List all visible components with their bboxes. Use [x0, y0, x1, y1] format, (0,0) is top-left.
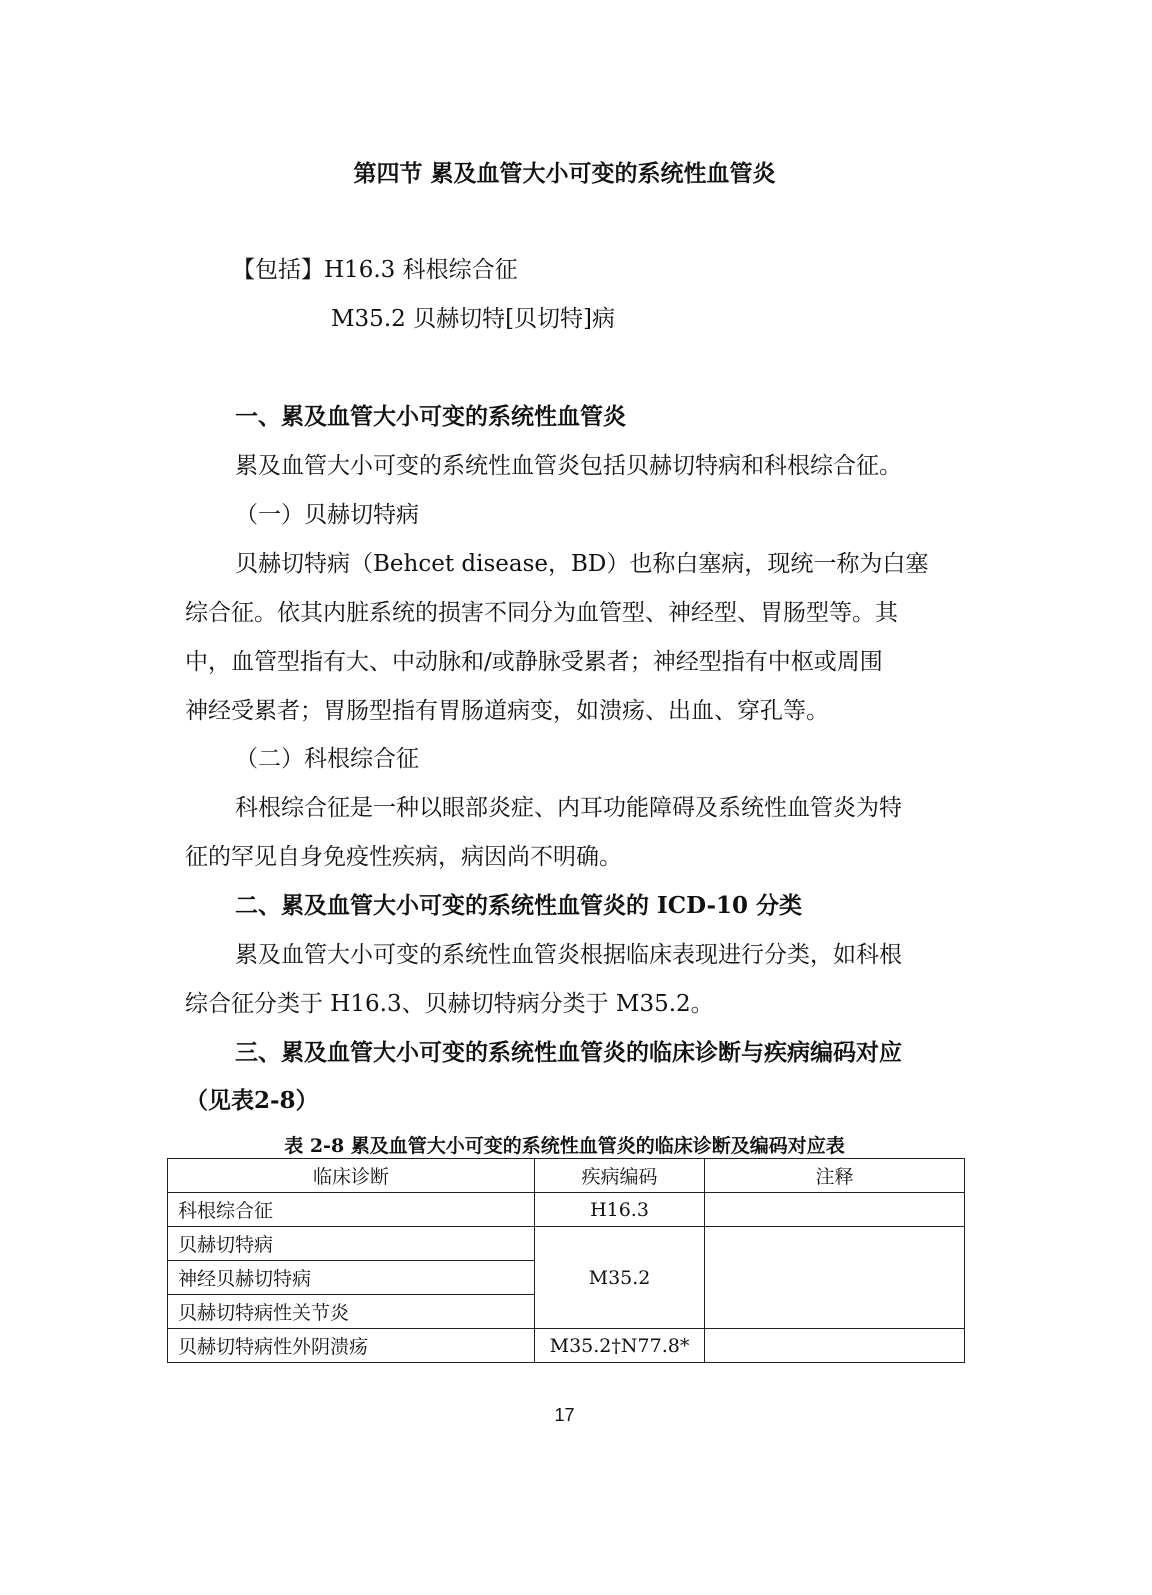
- diagnosis-cell: 神经贝赫切特病: [168, 1261, 535, 1295]
- section-title: 第四节 累及血管大小可变的系统性血管炎: [353, 160, 776, 187]
- heading-2: 二、累及血管大小可变的系统性血管炎的 ICD-10 分类: [235, 892, 803, 919]
- paragraph-2-line: 贝赫切特病（Behcet disease，BD）也称白塞病，现统一称为白塞: [235, 551, 929, 577]
- includes-item: H16.3 科根综合征: [324, 257, 518, 283]
- includes-line-1: [232, 257, 518, 283]
- header-diagnosis: 临床诊断: [168, 1159, 535, 1193]
- paragraph-2-line: 综合征。依其内脏系统的损害不同分为血管型、神经型、胃肠型等。其: [185, 600, 898, 626]
- code-cell: M35.2†N77.8*: [535, 1329, 705, 1363]
- subheading-1: （一）贝赫切特病: [235, 502, 419, 528]
- includes-item: M35.2 贝赫切特[贝切特]病: [331, 306, 616, 332]
- heading-3-line: （见表2-8）: [185, 1087, 319, 1114]
- note-cell: [705, 1193, 965, 1227]
- table-row: [168, 1193, 965, 1227]
- paragraph-2-line: 中，血管型指有大、中动脉和/或静脉受累者；神经型指有中枢或周围: [185, 649, 883, 675]
- note-cell: [705, 1227, 965, 1329]
- diagnosis-code-table: [167, 1158, 965, 1363]
- table-row: [168, 1329, 965, 1363]
- header-note: 注释: [705, 1159, 965, 1193]
- paragraph-4-line: 综合征分类于 H16.3、贝赫切特病分类于 M35.2。: [185, 991, 714, 1017]
- diagnosis-cell: 贝赫切特病: [168, 1227, 535, 1261]
- paragraph-3-line: 科根综合征是一种以眼部炎症、内耳功能障碍及系统性血管炎为特: [235, 795, 902, 821]
- paragraph-4-line: 累及血管大小可变的系统性血管炎根据临床表现进行分类，如科根: [235, 942, 902, 968]
- subheading-2: （二）科根综合征: [235, 746, 419, 772]
- diagnosis-cell: 贝赫切特病性外阴溃疡: [168, 1329, 535, 1363]
- code-cell: M35.2: [535, 1227, 705, 1329]
- page-number: 17: [554, 1405, 575, 1425]
- code-cell: H16.3: [535, 1193, 705, 1227]
- header-code: 疾病编码: [535, 1159, 705, 1193]
- diagnosis-cell: 贝赫切特病性关节炎: [168, 1295, 535, 1329]
- table-row: [168, 1227, 965, 1261]
- paragraph-2-line: 神经受累者；胃肠型指有胃肠道病变，如溃疡、出血、穿孔等。: [185, 698, 829, 724]
- paragraph-3-line: 征的罕见自身免疫性疾病，病因尚不明确。: [185, 844, 622, 870]
- heading-1: 一、累及血管大小可变的系统性血管炎: [235, 403, 626, 430]
- includes-label: 【包括】: [232, 257, 324, 283]
- paragraph-1: 累及血管大小可变的系统性血管炎包括贝赫切特病和科根综合征。: [235, 453, 902, 479]
- heading-3-line: 三、累及血管大小可变的系统性血管炎的临床诊断与疾病编码对应: [235, 1039, 902, 1066]
- table-caption: 表 2-8 累及血管大小可变的系统性血管炎的临床诊断及编码对应表: [284, 1135, 845, 1157]
- note-cell: [705, 1329, 965, 1363]
- table-header-row: [168, 1159, 965, 1193]
- diagnosis-cell: 科根综合征: [168, 1193, 535, 1227]
